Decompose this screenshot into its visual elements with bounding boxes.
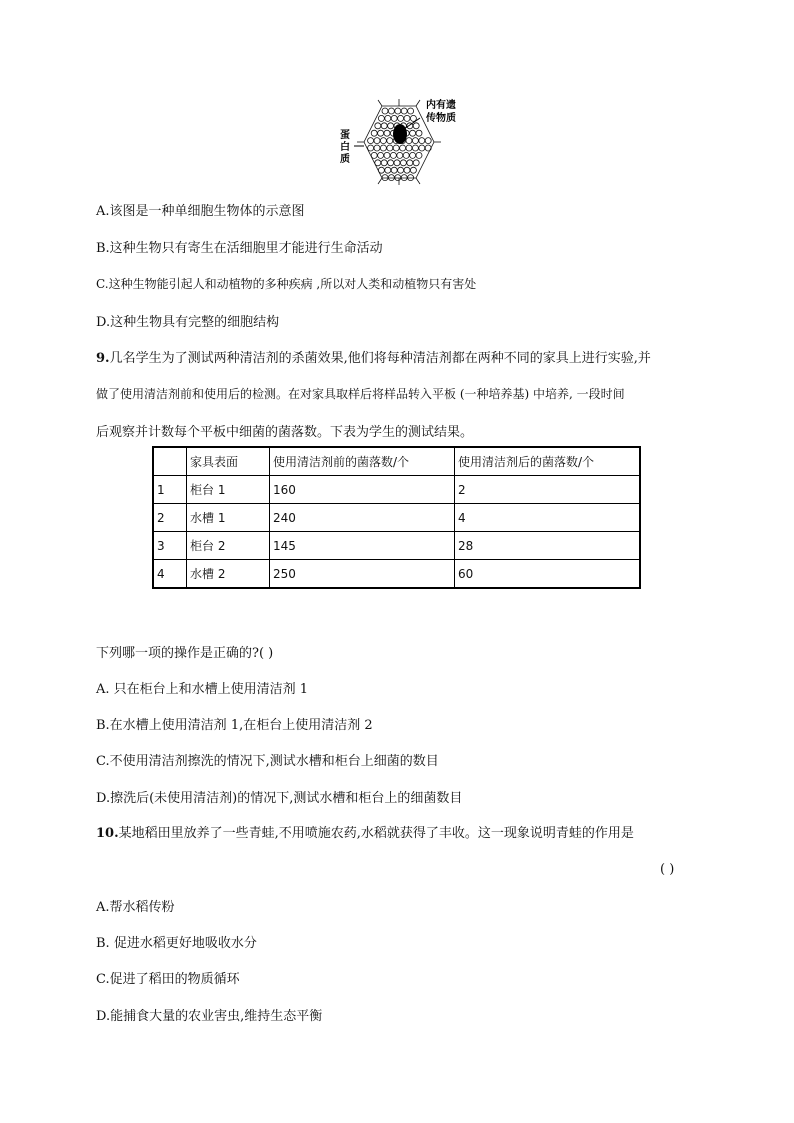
capsomere [374,145,380,151]
table-header-row [153,447,640,476]
q9-option-c: C.不使用清洁剂擦洗的情况下,测试水槽和柜台上细菌的数目 [96,754,439,769]
q10-option-b: B. 促进水稻更好地吸收水分 [96,936,257,951]
protein-label-2: 白 [340,142,350,153]
table-cell: 160 [270,476,455,504]
capsomere [378,167,384,173]
table-cell: 4 [153,560,187,589]
capsomere [410,130,416,136]
capsomere [425,138,431,144]
protein-label-1: 蛋 [340,130,350,141]
capsomere [388,108,394,114]
genetic-material-label-2: 传物质 [426,113,456,124]
table-header-cell: 家具表面 [187,447,270,476]
capsomere [400,160,406,166]
q10-option-c: C.促进了稻田的物质循环 [96,972,240,987]
capsomere [416,130,422,136]
table-cell: 145 [270,532,455,560]
q9-number: 9. [96,351,110,366]
table-cell: 柜台 1 [187,476,270,504]
q9-option-d: D.擦洗后(未使用清洁剂)的情况下,测试水槽和柜台上的细菌数目 [96,791,463,806]
capsomere [413,160,419,166]
capsomere [385,115,391,121]
capsomere [406,145,412,151]
genetic-material-label-1: 内有遗 [426,100,456,111]
capsomere [368,145,374,151]
table-cell: 2 [455,476,641,504]
q9-option-b: B.在水槽上使用清洁剂 1,在柜台上使用清洁剂 2 [96,718,373,733]
q8-option-c: C.这种生物能引起人和动植物的多种疾病 ,所以对人类和动植物只有害处 [96,277,477,291]
q9-line2: 做了使用清洁剂前和使用后的检测。在对家具取样后将样品转入平板 (一种培养基) 中培养, 一段时间 [96,387,625,401]
capsomere [375,160,381,166]
capsid-spike [416,100,420,106]
table-cell: 28 [455,532,641,560]
capsomere [406,138,412,144]
capsomere [384,152,390,158]
table-cell: 2 [153,504,187,532]
capsomere [381,160,387,166]
capsomere [387,138,393,144]
capsid-spike [378,178,382,184]
genetic-material-mark [393,124,407,144]
capsomere [425,145,431,151]
capsomere [412,145,418,151]
q9-line3: 后观察并计数每个平板中细菌的菌落数。下表为学生的测试结果。 [96,425,474,440]
capsomere [388,160,394,166]
q9-question: 下列哪一项的操作是正确的?( ) [96,646,274,661]
capsomere [410,152,416,158]
protein-label-3: 质 [340,154,350,165]
capsomere [407,160,413,166]
table-row [153,476,640,504]
capsomere [378,115,384,121]
capsomere [412,138,418,144]
capsomere [395,108,401,114]
q10-answer-paren: ( ) [660,862,675,877]
capsomere [371,130,377,136]
table-row [153,560,640,589]
capsomere [371,152,377,158]
capsomere [401,108,407,114]
capsomere [408,108,414,114]
capsomere [419,145,425,151]
capsomere [391,167,397,173]
capsomere [400,145,406,151]
results-table [152,446,641,589]
capsomere [404,115,410,121]
capsomere [382,108,388,114]
capsid-spike [416,178,420,184]
capsomere [393,145,399,151]
capsomere [388,123,394,129]
q9-text-1: 几名学生为了测试两种清洁剂的杀菌效果,他们将每种清洁剂都在两种不同的家具上进行实验,并 [109,351,651,366]
capsomere [384,130,390,136]
capsomere [416,152,422,158]
q10-line1 [96,822,634,841]
q9-option-a: A. 只在柜台上和水槽上使用清洁剂 1 [96,682,309,697]
table-header-cell: 使用清洁剂后的菌落数/个 [455,447,641,476]
capsomere [385,167,391,173]
q8-option-a: A.该图是一种单细胞生物体的示意图 [96,204,305,219]
q8-option-b: B.这种生物只有寄生在活细胞里才能进行生命活动 [96,241,383,256]
table-row [153,504,640,532]
table-cell: 柜台 2 [187,532,270,560]
capsomere [404,167,410,173]
q10-option-a: A.帮水稻传粉 [96,900,175,915]
capsomere [380,138,386,144]
q10-text: 某地稻田里放养了一些青蛙,不用喷施农药,水稻就获得了丰收。这一现象说明青蛙的作用是 [118,826,634,841]
capsomere [394,160,400,166]
q10-number: 10. [96,826,119,841]
q8-option-d: D.这种生物具有完整的细胞结构 [96,315,280,330]
capsomere [419,138,425,144]
table-cell: 240 [270,504,455,532]
capsomere [380,145,386,151]
capsomere [413,123,419,129]
capsomere [381,123,387,129]
capsomere [403,152,409,158]
capsomere [391,115,397,121]
q9-line1 [96,347,651,366]
capsomere [398,115,404,121]
table-cell: 1 [153,476,187,504]
q10-option-d: D.能捕食大量的农业害虫,维持生态平衡 [96,1009,323,1024]
table-header-cell: 使用清洁剂前的菌落数/个 [270,447,455,476]
table-header-cell [153,447,187,476]
capsomere [375,123,381,129]
table-cell: 水槽 2 [187,560,270,589]
capsomere [378,130,384,136]
capsomere [397,152,403,158]
table-cell: 水槽 1 [187,504,270,532]
table-cell: 3 [153,532,187,560]
capsid-spike [378,100,382,106]
capsomere [387,145,393,151]
capsomere [374,138,380,144]
capsomere [398,167,404,173]
capsomere [378,152,384,158]
capsomere [390,152,396,158]
capsomere [368,138,374,144]
table-cell: 250 [270,560,455,589]
virus-structure-figure [334,96,464,188]
capsomere [410,167,416,173]
table-cell: 4 [455,504,641,532]
table-cell: 60 [455,560,641,589]
table-row [153,532,640,560]
